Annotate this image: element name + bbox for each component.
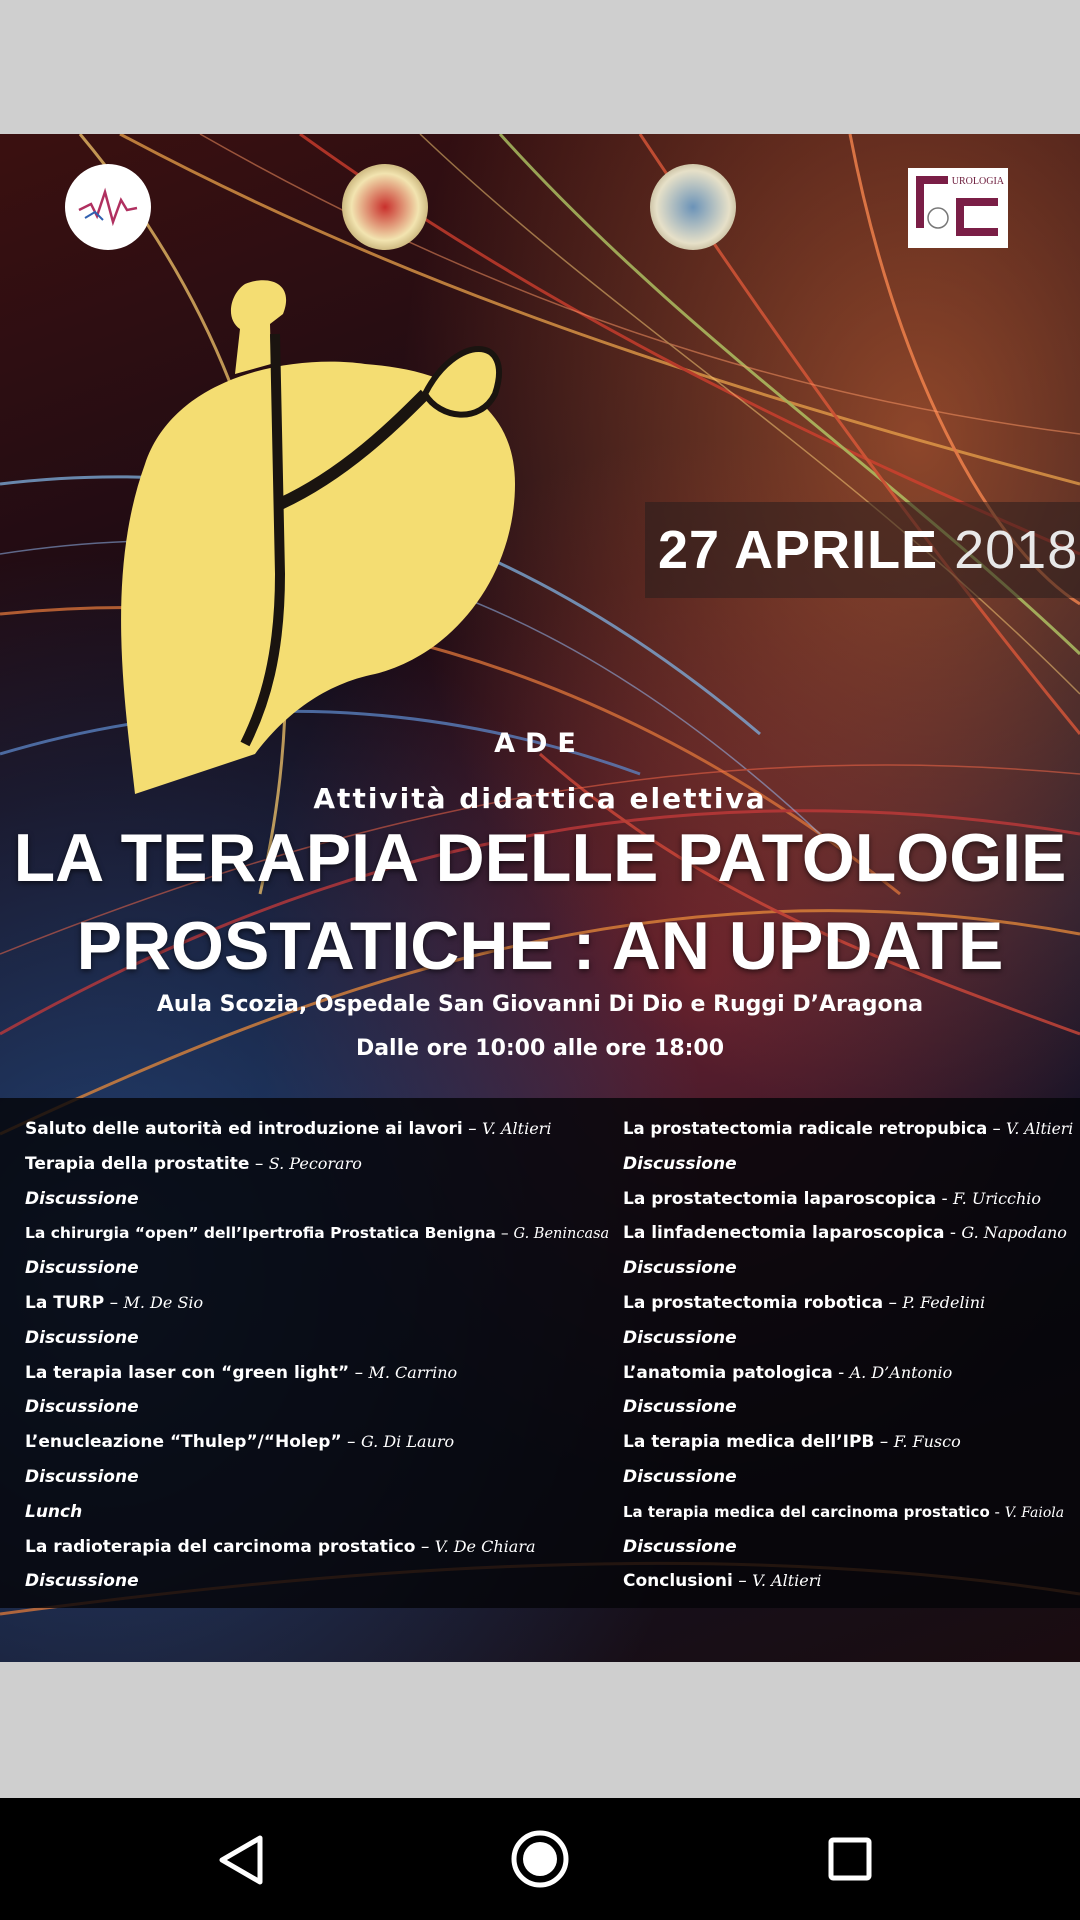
program-item	[25, 1530, 615, 1565]
program-item-title: L’enucleazione “Thulep”/“Holep”	[25, 1432, 342, 1453]
program-item	[25, 1495, 615, 1530]
program-item-separator: –	[349, 1362, 369, 1383]
recents-button[interactable]	[790, 1798, 910, 1920]
program-item-title: L’anatomia patologica	[623, 1362, 833, 1383]
program-item-title: Saluto delle autorità ed introduzione ai lavori	[25, 1119, 463, 1139]
program-item-title: La linfadenectomia laparoscopica	[623, 1223, 945, 1244]
program-item-separator: –	[462, 1119, 483, 1139]
event-date	[658, 520, 1078, 580]
program-item	[623, 1112, 1073, 1147]
program-item	[25, 1356, 615, 1391]
program-item	[623, 1286, 1073, 1321]
program-break-label: Discussione	[25, 1258, 139, 1279]
event-title-line-2: PROSTATICHE : AN UPDATE	[76, 908, 1004, 984]
program-column-right	[623, 1112, 1073, 1599]
bottom-gray-margin	[0, 1662, 1080, 1798]
event-poster-image[interactable]	[0, 134, 1080, 1662]
event-venue: Aula Scozia, Ospedale San Giovanni Di Dio e Ruggi D’Aragona	[156, 992, 924, 1017]
program-break-label: Discussione	[25, 1397, 139, 1418]
program-item	[25, 1286, 615, 1321]
program-item-speaker: F. Fusco	[893, 1432, 961, 1452]
program-item-speaker: M. Carrino	[368, 1362, 458, 1382]
program-item	[25, 1460, 615, 1495]
program-item-separator: -	[989, 1502, 1005, 1521]
program-item-speaker: G. Benincasa	[513, 1226, 610, 1243]
program-break-label: Discussione	[623, 1536, 737, 1557]
program-item	[623, 1321, 1073, 1356]
program-item	[25, 1112, 615, 1147]
program-break-label: Discussione	[623, 1397, 737, 1418]
program-item	[25, 1321, 615, 1356]
program-item-title: La prostatectomia robotica	[623, 1292, 884, 1313]
program-item	[25, 1216, 615, 1251]
event-hours: Dalle ore 10:00 alle ore 18:00	[355, 1036, 725, 1061]
program-schedule	[0, 1098, 1080, 1608]
program-item	[623, 1460, 1073, 1495]
program-item	[25, 1564, 615, 1599]
program-item-separator: -	[936, 1188, 954, 1209]
program-item-separator: –	[874, 1432, 894, 1453]
program-item	[623, 1356, 1073, 1391]
program-item-separator: –	[249, 1153, 269, 1174]
program-item-title: La prostatectomia laparoscopica	[623, 1188, 937, 1209]
program-item	[623, 1495, 1073, 1530]
program-break-label: Discussione	[25, 1188, 139, 1209]
program-item-speaker: V. Altieri	[482, 1119, 552, 1138]
program-item-speaker: V. Faiola	[1004, 1504, 1065, 1521]
back-button[interactable]	[170, 1798, 290, 1920]
program-item-title: Terapia della prostatite	[25, 1153, 250, 1174]
program-item	[623, 1390, 1073, 1425]
program-item-separator: –	[987, 1119, 1006, 1138]
program-item	[25, 1251, 615, 1286]
program-item-speaker: G. Napodano	[961, 1223, 1067, 1243]
program-item-separator: –	[883, 1292, 903, 1313]
program-break-label: Discussione	[25, 1571, 139, 1592]
program-item-separator: –	[495, 1224, 514, 1243]
program-item	[623, 1530, 1073, 1565]
event-title-line-1: LA TERAPIA DELLE PATOLOGIE	[13, 820, 1067, 896]
recents-square-icon	[790, 1798, 910, 1920]
program-item-separator: –	[415, 1536, 435, 1557]
program-break-label: Discussione	[623, 1258, 737, 1279]
program-break-label: Lunch	[25, 1501, 83, 1522]
program-item	[623, 1182, 1073, 1217]
program-item	[623, 1147, 1073, 1182]
program-item	[25, 1390, 615, 1425]
program-item-separator: –	[732, 1571, 753, 1592]
event-date-day-month: 27 APRILE	[658, 520, 939, 580]
program-break-label: Discussione	[623, 1153, 737, 1174]
program-break-label: Discussione	[623, 1327, 737, 1348]
urologia-logo	[908, 168, 1008, 248]
program-item-speaker: G. Di Lauro	[360, 1432, 455, 1452]
program-item-speaker: F. Uricchio	[953, 1188, 1042, 1208]
program-item	[623, 1425, 1073, 1460]
university-crest-logo	[342, 164, 428, 250]
program-item	[623, 1216, 1073, 1251]
system-navigation-bar	[0, 1798, 1080, 1920]
program-item	[25, 1147, 615, 1182]
home-button[interactable]	[480, 1798, 600, 1920]
program-break-label: Discussione	[25, 1327, 139, 1348]
program-item-speaker: V. Altieri	[1005, 1120, 1074, 1138]
top-gray-margin	[0, 0, 1080, 134]
program-item-title: La chirurgia “open” dell’Ipertrofia Prostatica Benigna	[25, 1224, 496, 1243]
program-item-separator: –	[341, 1432, 361, 1453]
program-break-label: Discussione	[25, 1466, 139, 1487]
program-column-left	[25, 1112, 615, 1599]
program-break-label: Discussione	[623, 1466, 737, 1487]
program-item	[25, 1182, 615, 1217]
program-item	[623, 1251, 1073, 1286]
home-circle-icon	[480, 1798, 600, 1920]
urologia-logo-label: UROLOGIA	[951, 176, 1004, 187]
program-item-speaker: S. Pecoraro	[268, 1153, 362, 1173]
event-title	[0, 814, 1080, 990]
program-item-title: Conclusioni	[623, 1571, 733, 1592]
program-item-separator: –	[104, 1292, 124, 1313]
program-item-speaker: A. D’Antonio	[849, 1362, 953, 1382]
program-item-title: La prostatectomia radicale retropubica	[623, 1119, 988, 1138]
program-item	[623, 1564, 1073, 1599]
back-triangle-icon	[170, 1798, 290, 1920]
program-item-title: La terapia medica dell’IPB	[623, 1432, 875, 1453]
program-item-separator: -	[832, 1362, 850, 1383]
ade-label: ADE	[494, 728, 586, 759]
program-item-title: La TURP	[25, 1292, 105, 1313]
program-item-speaker: P. Fedelini	[902, 1292, 986, 1312]
program-item-speaker: M. De Sio	[123, 1292, 204, 1312]
program-item-title: La radioterapia del carcinoma prostatico	[25, 1536, 416, 1557]
program-item	[25, 1425, 615, 1460]
program-item-title: La terapia laser con “green light”	[25, 1362, 350, 1383]
program-item-title: La terapia medica del carcinoma prostatico	[623, 1502, 990, 1521]
event-date-year: 2018	[954, 520, 1079, 580]
scuola-medica-logo	[65, 164, 151, 250]
hospital-seal-logo	[650, 164, 736, 250]
program-item-speaker: V. De Chiara	[434, 1536, 536, 1556]
event-subtitle: Attività didattica elettiva	[313, 782, 767, 815]
program-item-speaker: V. Altieri	[752, 1571, 822, 1591]
program-item-separator: -	[944, 1223, 962, 1244]
